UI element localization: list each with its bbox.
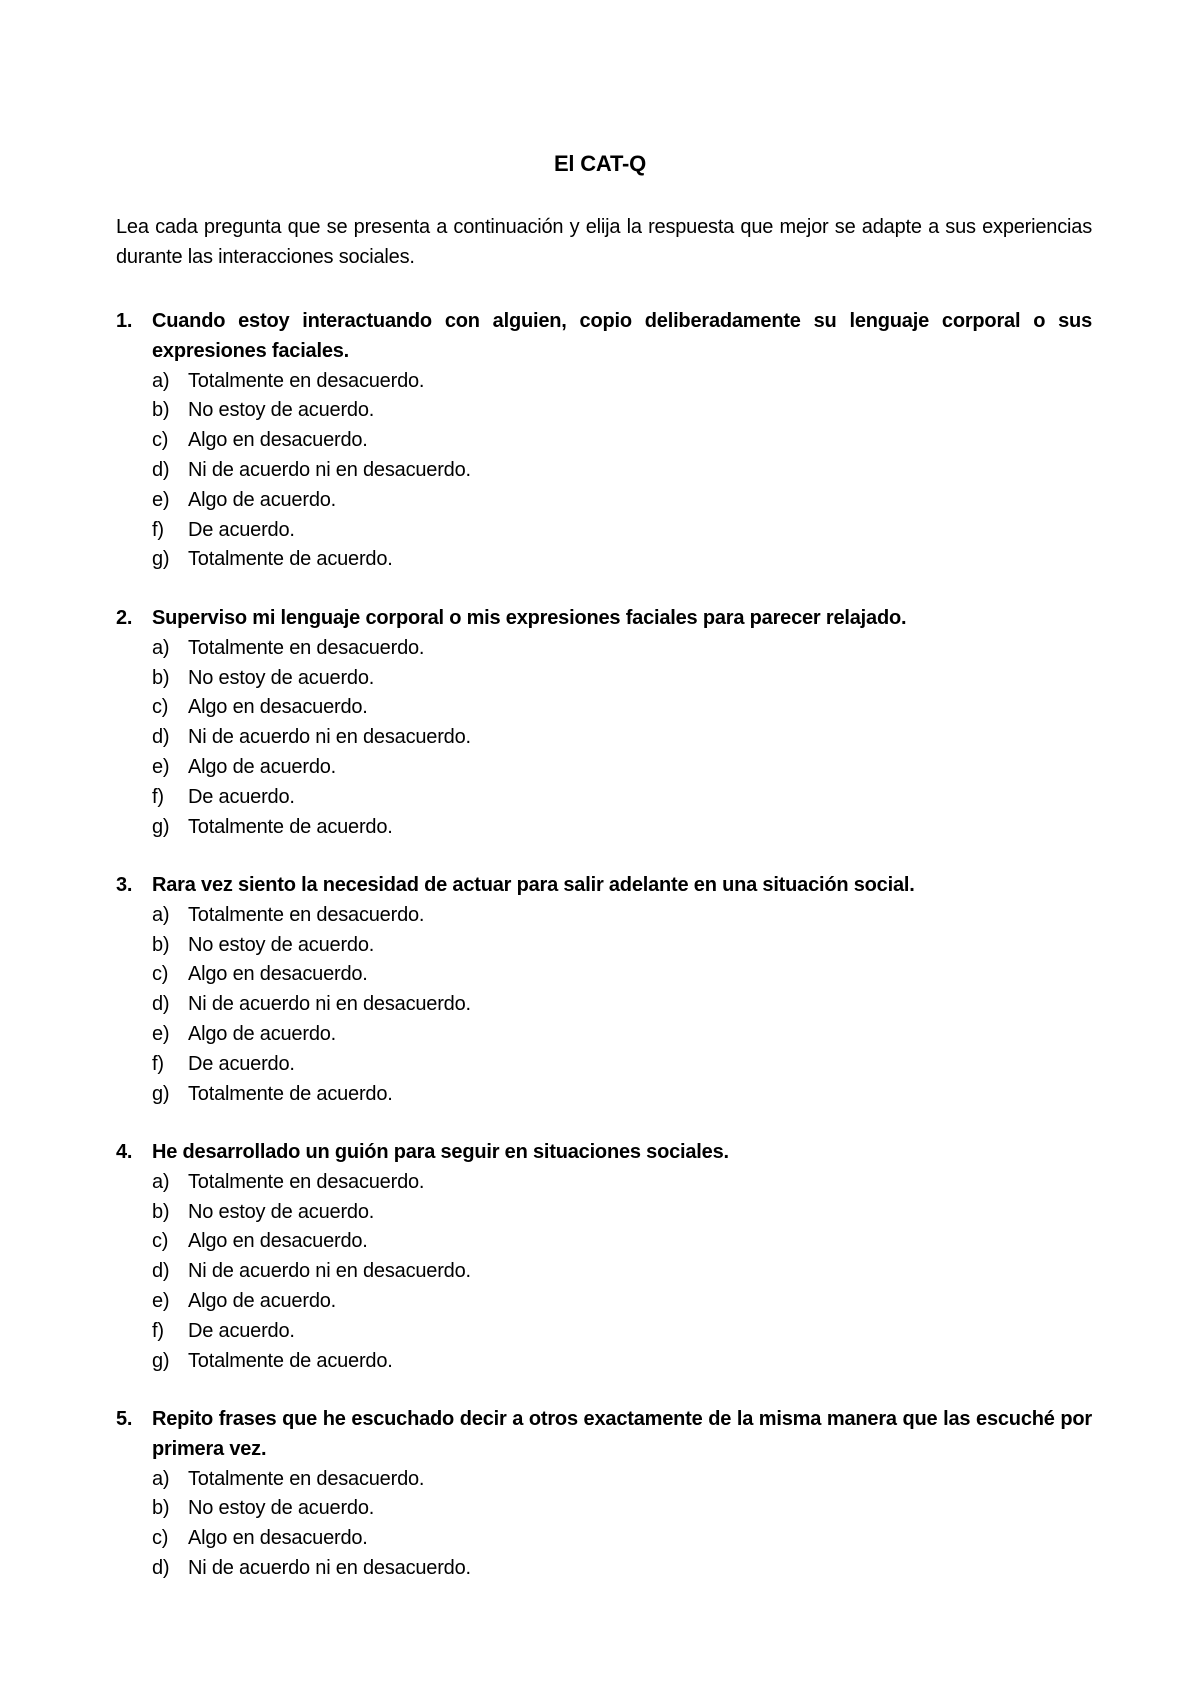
option-text: Algo de acuerdo.	[188, 755, 337, 778]
option-text: Totalmente de acuerdo.	[188, 548, 393, 571]
option-letter: e)	[152, 488, 170, 511]
option-text: Algo en desacuerdo.	[188, 1230, 368, 1253]
option-text: Algo de acuerdo.	[188, 488, 337, 511]
question-2	[116, 604, 1092, 842]
option-text: Ni de acuerdo ni en desacuerdo.	[188, 726, 471, 749]
option-text: Ni de acuerdo ni en desacuerdo.	[188, 458, 471, 481]
option-letter: d)	[152, 993, 170, 1016]
answer-option	[152, 1524, 1092, 1554]
option-letter: a)	[152, 636, 170, 659]
option-letter: d)	[152, 1260, 170, 1283]
question-heading	[116, 307, 1092, 367]
answer-option	[152, 396, 1092, 426]
option-text: Totalmente en desacuerdo.	[188, 369, 425, 392]
answer-option	[152, 990, 1092, 1020]
answer-option	[152, 1465, 1092, 1495]
option-text: No estoy de acuerdo.	[188, 933, 375, 956]
option-text: De acuerdo.	[188, 1052, 295, 1075]
answer-option	[152, 634, 1092, 664]
answer-option	[152, 1287, 1092, 1317]
option-text: Algo en desacuerdo.	[188, 429, 368, 452]
option-text: Ni de acuerdo ni en desacuerdo.	[188, 1556, 471, 1579]
answer-option	[152, 367, 1092, 397]
answer-option	[152, 545, 1092, 575]
option-text: Totalmente en desacuerdo.	[188, 1467, 425, 1490]
option-letter: c)	[152, 1527, 169, 1550]
option-letter: b)	[152, 1200, 170, 1223]
option-text: Algo de acuerdo.	[188, 1289, 337, 1312]
option-letter: c)	[152, 963, 169, 986]
option-letter: b)	[152, 933, 170, 956]
option-letter: b)	[152, 1497, 170, 1520]
option-letter: a)	[152, 903, 170, 926]
question-number: 3.	[116, 874, 133, 896]
answer-option	[152, 456, 1092, 486]
question-1	[116, 307, 1092, 575]
answer-option	[152, 1050, 1092, 1080]
answer-option	[152, 1317, 1092, 1347]
answer-option	[152, 1257, 1092, 1287]
answer-option	[152, 693, 1092, 723]
question-text: Cuando estoy interactuando con alguien, copio deliberadamente su lenguaje corporal o sus expresiones faciales.	[152, 310, 1092, 362]
question-4	[116, 1138, 1092, 1376]
option-letter: f)	[152, 1052, 164, 1075]
question-number: 5.	[116, 1408, 133, 1430]
question-text: Repito frases que he escuchado decir a otros exactamente de la misma manera que las escuché por primera vez.	[152, 1408, 1092, 1460]
option-letter: g)	[152, 1349, 170, 1372]
option-text: Totalmente de acuerdo.	[188, 815, 393, 838]
question-5	[116, 1405, 1092, 1584]
option-letter: a)	[152, 369, 170, 392]
option-text: Totalmente en desacuerdo.	[188, 1170, 425, 1193]
option-letter: f)	[152, 518, 164, 541]
answer-option	[152, 1494, 1092, 1524]
option-letter: f)	[152, 785, 164, 808]
answer-option	[152, 664, 1092, 694]
answer-option	[152, 1198, 1092, 1228]
option-letter: c)	[152, 1230, 169, 1253]
answer-option	[152, 931, 1092, 961]
option-letter: a)	[152, 1467, 170, 1490]
question-text: He desarrollado un guión para seguir en situaciones sociales.	[152, 1141, 729, 1163]
answer-option	[152, 1168, 1092, 1198]
option-letter: d)	[152, 726, 170, 749]
option-letter: g)	[152, 1082, 170, 1105]
option-letter: f)	[152, 1319, 164, 1342]
option-letter: d)	[152, 1556, 170, 1579]
option-text: Totalmente de acuerdo.	[188, 1349, 393, 1372]
question-3	[116, 871, 1092, 1109]
option-letter: g)	[152, 548, 170, 571]
option-text: Totalmente en desacuerdo.	[188, 903, 425, 926]
answer-option	[152, 1554, 1092, 1584]
intro-paragraph: Lea cada pregunta que se presenta a continuación y elija la respuesta que mejor se adapte a sus experiencias durante las interacciones sociales.	[116, 216, 1092, 268]
answer-option	[152, 1347, 1092, 1377]
answer-option	[152, 723, 1092, 753]
option-text: Algo de acuerdo.	[188, 1022, 337, 1045]
option-letter: b)	[152, 666, 170, 689]
option-text: Ni de acuerdo ni en desacuerdo.	[188, 1260, 471, 1283]
question-heading	[116, 604, 1092, 634]
question-heading	[116, 871, 1092, 901]
answer-option	[152, 426, 1092, 456]
option-text: De acuerdo.	[188, 1319, 295, 1342]
option-letter: d)	[152, 458, 170, 481]
option-text: No estoy de acuerdo.	[188, 399, 375, 422]
answer-option	[152, 1080, 1092, 1110]
option-letter: a)	[152, 1170, 170, 1193]
question-text: Rara vez siento la necesidad de actuar para salir adelante en una situación social.	[152, 874, 915, 896]
option-letter: g)	[152, 815, 170, 838]
option-letter: c)	[152, 429, 169, 452]
option-letter: e)	[152, 755, 170, 778]
answer-option	[152, 960, 1092, 990]
option-letter: b)	[152, 399, 170, 422]
question-number: 1.	[116, 310, 133, 332]
answer-option	[152, 1020, 1092, 1050]
answer-option	[152, 516, 1092, 546]
option-letter: c)	[152, 696, 169, 719]
option-letter: e)	[152, 1289, 170, 1312]
option-text: De acuerdo.	[188, 785, 295, 808]
answer-option	[152, 486, 1092, 516]
option-letter: e)	[152, 1022, 170, 1045]
answer-option	[152, 1227, 1092, 1257]
answer-option	[152, 901, 1092, 931]
option-text: No estoy de acuerdo.	[188, 1200, 375, 1223]
question-text: Superviso mi lenguaje corporal o mis expresiones faciales para parecer relajado.	[152, 607, 907, 629]
option-text: De acuerdo.	[188, 518, 295, 541]
page-title: El CAT-Q	[553, 151, 647, 176]
option-text: Algo en desacuerdo.	[188, 1527, 368, 1550]
answer-option	[152, 813, 1092, 843]
answer-option	[152, 753, 1092, 783]
option-text: No estoy de acuerdo.	[188, 1497, 375, 1520]
option-text: Algo en desacuerdo.	[188, 696, 368, 719]
option-text: Ni de acuerdo ni en desacuerdo.	[188, 993, 471, 1016]
answer-option	[152, 783, 1092, 813]
option-text: No estoy de acuerdo.	[188, 666, 375, 689]
question-number: 2.	[116, 607, 133, 629]
question-number: 4.	[116, 1141, 133, 1163]
option-text: Totalmente de acuerdo.	[188, 1082, 393, 1105]
question-heading	[116, 1138, 1092, 1168]
option-text: Algo en desacuerdo.	[188, 963, 368, 986]
option-text: Totalmente en desacuerdo.	[188, 636, 425, 659]
question-heading	[116, 1405, 1092, 1465]
